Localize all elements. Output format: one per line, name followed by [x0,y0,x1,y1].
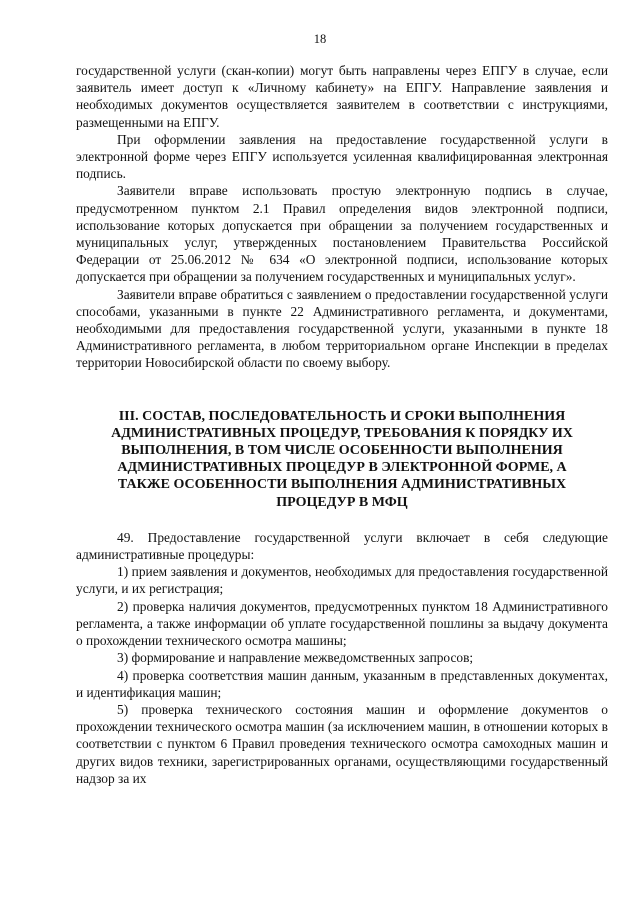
document-body [76,62,608,787]
section-heading [76,408,608,511]
list-item: 4) проверка соответствия машин данным, указанным в представленных документах, и идентификация машин; [76,667,608,700]
section-heading-line: АДМИНИСТРАТИВНЫХ ПРОЦЕДУР В ЭЛЕКТРОННОЙ ФОРМЕ, А ТАКЖЕ ОСОБЕННОСТИ ВЫПОЛНЕНИЯ АДМИНИСТРАТИВНЫХ ПРОЦЕДУР В МФЦ [117,460,567,510]
page-number: 18 [313,32,327,46]
paragraph: государственной услуги (скан-копии) могут быть направлены через ЕПГУ в случае, если заявитель имеет доступ к «Личному кабинету» на ЕПГУ. Направление заявления и необходимых документов осуществляется заявителем в соответствии с инструкциями, размещенными на ЕПГУ. [76,63,608,130]
list-item: 2) проверка наличия документов, предусмотренных пунктом 18 Административного регламента, а также информации об уплате государственной пошлины за выдачу документа о прохождении технического осмотра машины; [76,598,608,649]
section-heading-line: III. СОСТАВ, ПОСЛЕДОВАТЕЛЬНОСТЬ И СРОКИ ВЫПОЛНЕНИЯ АДМИНИСТРАТИВНЫХ ПРОЦЕДУР, ТРЕБОВАНИЯ К ПОРЯДКУ ИХ ВЫПОЛНЕНИЯ, В ТОМ ЧИСЛЕ ОСОБЕННОСТИ ВЫПОЛНЕНИЯ [111,408,573,459]
paragraph: Заявители вправе обратиться с заявлением о предоставлении государственной услуги способами, указанными в пункте 22 Административного регламента, и документами, необходимыми для предоставления государственной услуги, указанными в пункте 18 Административного регламента, в любом территориальном органе Инспекции в пределах территории Новосибирской области по своему выбору. [76,286,608,371]
paragraph: При оформлении заявления на предоставление государственной услуги в электронной форме через ЕПГУ используется усиленная квалифицированная электронная подпись. [76,131,608,182]
list-item: 5) проверка технического состояния машин и оформление документов о прохождении технического осмотра машин (за исключением машин, в отношении которых в соответствии с пунктом 6 Правил проведения технического осмотра самоходных машин и других видов техники, зарегистрированных органами, осуществляющими государственный надзор за их [76,701,608,786]
paragraph: 49. Предоставление государственной услуги включает в себя следующие административные процедуры: [76,529,608,563]
list-item: 3) формирование и направление межведомственных запросов; [117,650,474,666]
list-item: 1) прием заявления и документов, необходимых для предоставления государственной услуги, и их регистрация; [76,564,608,597]
paragraph: Заявители вправе использовать простую электронную подпись в случае, предусмотренном пунктом 2.1 Правил определения видов электронной подписи, использование которых допускается при обращении за получением государственных и муниципальных услуг, утвержденных постановлением Правительства Российской Федерации от 25.06.2012 № 634 «О электронной подписи, использование которых допускается при обращении за получением государственных и муниципальных услуг». [76,183,608,285]
